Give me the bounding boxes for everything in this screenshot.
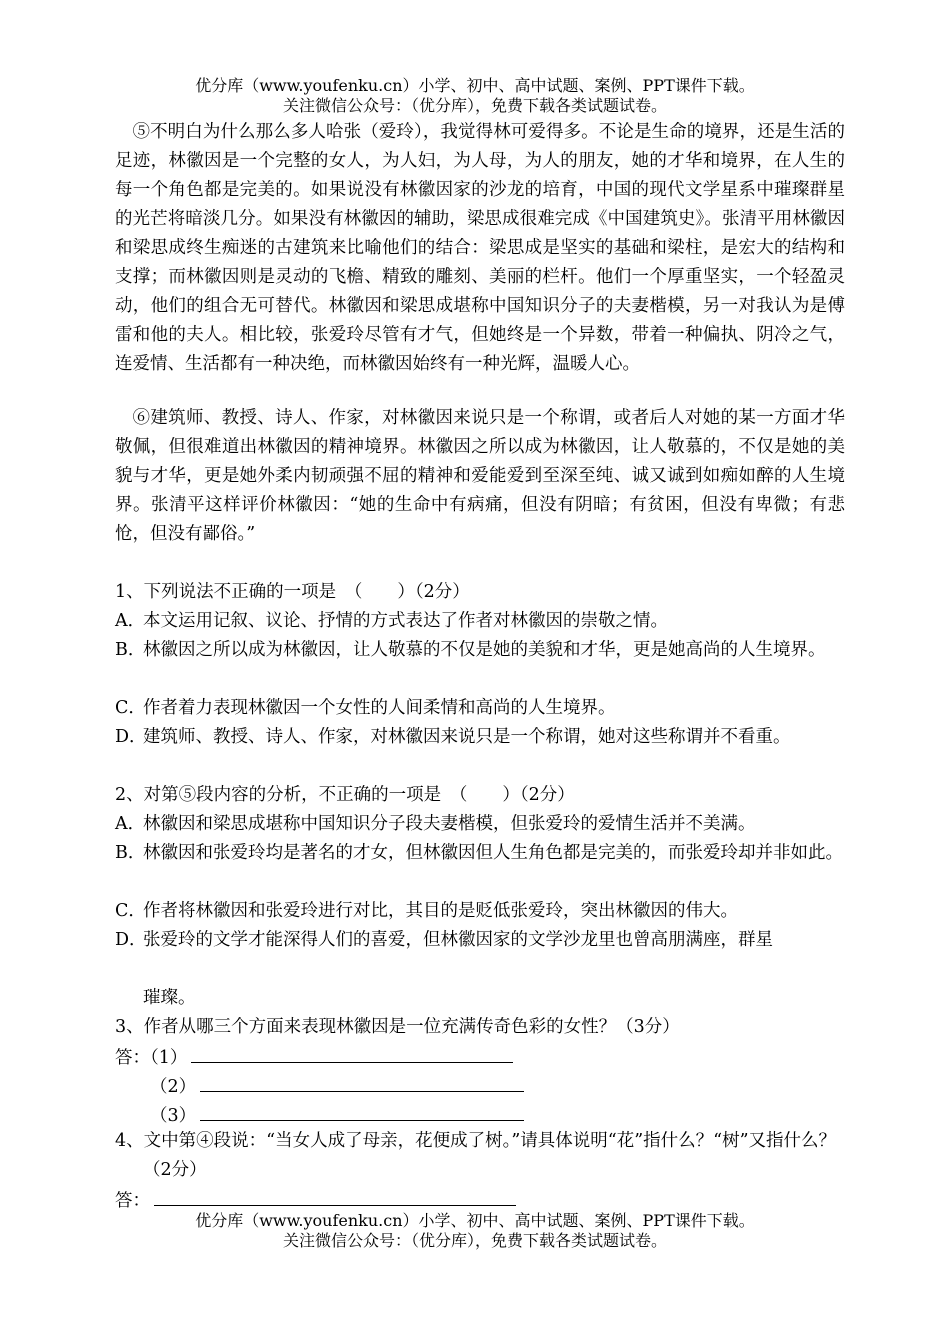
header-line-1: 优分库（www.youfenku.cn）小学、初中、高中试题、案例、PPT课件下载。 [195, 76, 755, 95]
answer-blank[interactable] [154, 1185, 516, 1206]
option-letter: A． [115, 611, 146, 631]
question-2-stem: 2、对第⑤段内容的分析，不正确的一项是 （ ）（2分） [115, 785, 575, 805]
page-footer [0, 1211, 950, 1251]
answer-blank[interactable] [200, 1100, 524, 1121]
question-1-option-c [115, 694, 845, 723]
header-line-2: 关注微信公众号：（优分库），免费下载各类试题试卷。 [282, 96, 667, 115]
footer-line-1: 优分库（www.youfenku.cn）小学、初中、高中试题、案例、PPT课件下载。 [195, 1211, 755, 1230]
question-1-option-d [115, 723, 845, 752]
paragraph-5: ⑤不明白为什么那么多人哈张（爱玲），我觉得林可爱得多。不论是生命的境界，还是生活的足迹，林徽因是一个完整的女人，为人妇，为人母，为人的朋友，她的才华和境界，在人生的每一个角色都是完美的。如果说没有林徽因家的沙龙的培育，中国的现代文学星系中璀璨群星的光芒将暗淡几分。如果没有林徽因的辅助，梁思成很难完成《中国建筑史》。张清平用林徽因和梁思成终生痴迷的古建筑来比喻他们的结合：梁思成是坚实的基础和梁柱，是宏大的结构和支撑；而林徽因则是灵动的飞檐、精致的雕刻、美丽的栏杆。他们一个厚重坚实，一个轻盈灵动，他们的组合无可替代。林徽因和梁思成堪称中国知识分子的夫妻楷模，另一对我认为是傅雷和他的夫人。相比较，张爱玲尽管有才气，但她终是一个异数，带着一种偏执、阴冷之气，连爱情、生活都有一种决绝，而林徽因始终有一种光辉，温暖人心。 [115, 122, 845, 374]
question-3-answer-1 [115, 1042, 513, 1073]
question-2-option-d-continuation: 璀璨。 [143, 988, 196, 1008]
answer-blank[interactable] [200, 1071, 524, 1092]
paragraph-6: ⑥建筑师、教授、诗人、作家，对林徽因来说只是一个称谓，或者后人对她的某一方面才华敬佩，但很难道出林徽因的精神境界。林徽因之所以成为林徽因，让人敬慕的，不仅是她的美貌与才华，更是她外柔内韧顽强不屈的精神和爱能爱到至深至纯、诚又诚到如痴如醉的人生境界。张清平这样评价林徽因：“她的生命中有病痛，但没有阴暗；有贫困，但没有卑微；有悲怆，但没有鄙俗。” [115, 408, 845, 544]
option-text: 林徽因和张爱玲均是著名的才女，但林徽因但人生角色都是完美的，而张爱玲却并非如此。 [143, 843, 843, 863]
answer-label: 答： [115, 1048, 150, 1068]
option-text: 建筑师、教授、诗人、作家，对林徽因来说只是一个称谓，她对这些称谓并不看重。 [143, 727, 791, 747]
answer-label: 答： [115, 1191, 150, 1211]
answer-blank[interactable] [191, 1042, 513, 1063]
answer-item-label: （2） [150, 1077, 197, 1097]
option-text: 本文运用记叙、议论、抒情的方式表达了作者对林徽因的崇敬之情。 [143, 611, 668, 631]
option-letter: D． [115, 930, 147, 950]
option-text: 林徽因之所以成为林徽因，让人敬慕的不仅是她的美貌和才华，更是她高尚的人生境界。 [143, 640, 826, 660]
option-letter: C． [115, 901, 146, 921]
question-3-answer-2 [150, 1071, 524, 1102]
question-2-option-c [115, 897, 845, 926]
option-letter: B． [115, 640, 146, 660]
question-2-option-b [115, 839, 845, 868]
option-text: 作者将林徽因和张爱玲进行对比，其目的是贬低张爱玲，突出林徽因的伟大。 [143, 901, 738, 921]
question-4-stem: 4、文中第④段说：“当女人成了母亲，花便成了树。”请具体说明“花”指什么？“树”又指什么？（2分） [115, 1131, 837, 1180]
option-letter: C． [115, 698, 146, 718]
footer-line-2: 关注微信公众号：（优分库），免费下载各类试题试卷。 [282, 1231, 667, 1250]
question-2-option-a [115, 810, 845, 839]
answer-item-label: （3） [150, 1106, 197, 1126]
option-letter: A． [115, 814, 146, 834]
option-text: 张爱玲的文学才能深得人们的喜爱，但林徽因家的文学沙龙里也曾高朋满座，群星 [143, 930, 773, 950]
option-text: 作者着力表现林徽因一个女性的人间柔情和高尚的人生境界。 [143, 698, 616, 718]
answer-item-label: （1） [150, 1048, 188, 1068]
question-3-stem: 3、作者从哪三个方面来表现林徽因是一位充满传奇色彩的女性？（3分） [115, 1017, 680, 1037]
option-letter: B． [115, 843, 146, 863]
question-2-option-d [115, 926, 845, 955]
page-header [0, 76, 950, 116]
option-letter: D． [115, 727, 147, 747]
option-text: 林徽因和梁思成堪称中国知识分子段夫妻楷模，但张爱玲的爱情生活并不美满。 [143, 814, 756, 834]
question-1-option-b [115, 636, 845, 665]
question-1-stem: 1、下列说法不正确的一项是 （ ）（2分） [115, 582, 470, 602]
question-1-option-a [115, 607, 845, 636]
